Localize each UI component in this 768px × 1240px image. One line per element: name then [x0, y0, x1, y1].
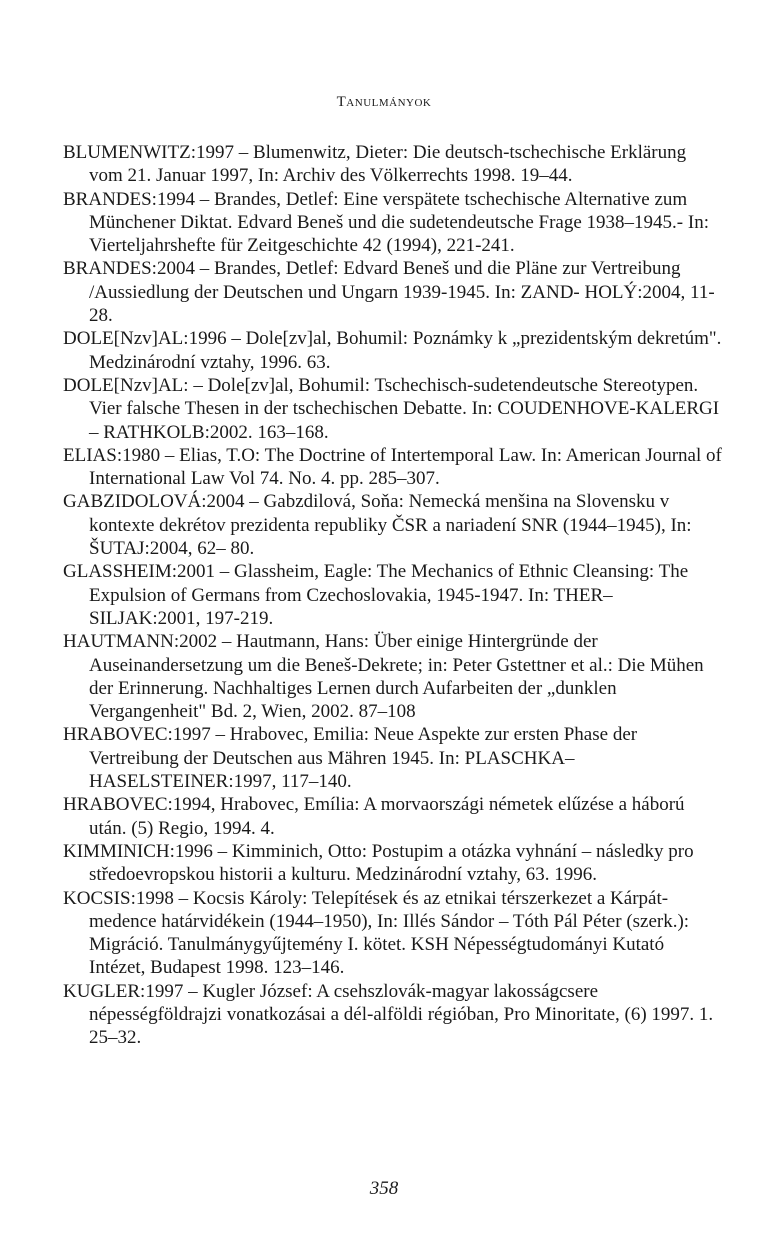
- bibliography-entry: KUGLER:1997 – Kugler József: A csehszlovák-magyar lakosságcsere népességföldrajzi vonatkozásai a dél-alföldi régióban, Pro Minoritate, (6) 1997. 1. 25–32.: [63, 980, 714, 1049]
- bibliography-entry: KOCSIS:1998 – Kocsis Károly: Telepítések és az etnikai térszerkezet a Kárpát-medence határvidékein (1944–1950), In: Illés Sándor – Tóth Pál Péter (szerk.): Migráció. Tanulmánygyűjtemény I. kötet. KSH Népességtudományi Kutató Intézet, Budapest 1998. 123–146.: [63, 887, 690, 979]
- bibliography-entry: GLASSHEIM:2001 – Glassheim, Eagle: The Mechanics of Ethnic Cleansing: The Expulsion of Germans from Czechoslovakia, 1945-1947. In: THER–SILJAK:2001, 197-219.: [63, 561, 689, 629]
- bibliography-entry: DOLE[Nzv]AL:1996 – Dole[zv]al, Bohumil: Poznámky k „prezidentským dekretúm". Medzinárodní vztahy, 1996. 63.: [63, 328, 722, 373]
- bibliography-entry: HRABOVEC:1994, Hrabovec, Emília: A morvaországi németek elűzése a háború után. (5) Regio, 1994. 4.: [63, 794, 685, 839]
- bibliography-entry: HRABOVEC:1997 – Hrabovec, Emilia: Neue Aspekte zur ersten Phase der Vertreibung der Deutschen aus Mähren 1945. In: PLASCHKA–HASELSTEINER:1997, 117–140.: [63, 724, 638, 793]
- bibliography-entry: ELIAS:1980 – Elias, T.O: The Doctrine of Intertemporal Law. In: American Journal of International Law Vol 74. No. 4. pp. 285–307.: [63, 444, 722, 490]
- bibliography-list: [63, 141, 723, 1050]
- bibliography-entry: HAUTMANN:2002 – Hautmann, Hans: Über einige Hintergründe der Auseinandersetzung um die Beneš-Dekrete; in: Peter Gstettner et al.: Die Mühen der Erinnerung. Nachhaltiges Lernen durch Aufarbeiten der „dunklen Vergangenheit" Bd. 2, Wien, 2002. 87–108: [63, 631, 704, 723]
- bibliography-entry: BRANDES:1994 – Brandes, Detlef: Eine verspätete tschechische Alternative zum Münchener Diktat. Edvard Beneš und die sudetendeutsche Frage 1938–1945.- In: Vierteljahrshefte für Zeitgeschichte 42 (1994), 221-241.: [63, 188, 709, 257]
- bibliography-entry: DOLE[Nzv]AL: – Dole[zv]al, Bohumil: Tschechisch-sudetendeutsche Stereotypen. Vier falsche Thesen in der tschechischen Debatte. In: COUDENHOVE-KALERGI – RATHKOLB:2002. 163–168.: [63, 374, 720, 443]
- page-number: 358: [369, 1178, 399, 1199]
- bibliography-entry: GABZIDOLOVÁ:2004 – Gabzdilová, Soňa: Nemecká menšina na Slovensku v kontexte dekrétov prezidenta republiky ČSR a nariadení SNR (1944–1945), In: ŠUTAJ:2004, 62– 80.: [63, 491, 692, 560]
- running-head: Tanulmányok: [336, 94, 432, 110]
- bibliography-entry: BRANDES:2004 – Brandes, Detlef: Edvard Beneš und die Pläne zur Vertreibung /Aussiedlung der Deutschen und Ungarn 1939-1945. In: ZAND- HOLÝ:2004, 11-28.: [63, 258, 715, 327]
- bibliography-entry: BLUMENWITZ:1997 – Blumenwitz, Dieter: Die deutsch-tschechische Erklärung vom 21. Januar 1997, In: Archiv des Völkerrechts 1998. 19–44.: [63, 142, 687, 187]
- bibliography-entry: KIMMINICH:1996 – Kimminich, Otto: Postupim a otázka vyhnání – následky pro středoevropskou historii a kulturu. Medzinárodní vztahy, 63. 1996.: [63, 840, 694, 886]
